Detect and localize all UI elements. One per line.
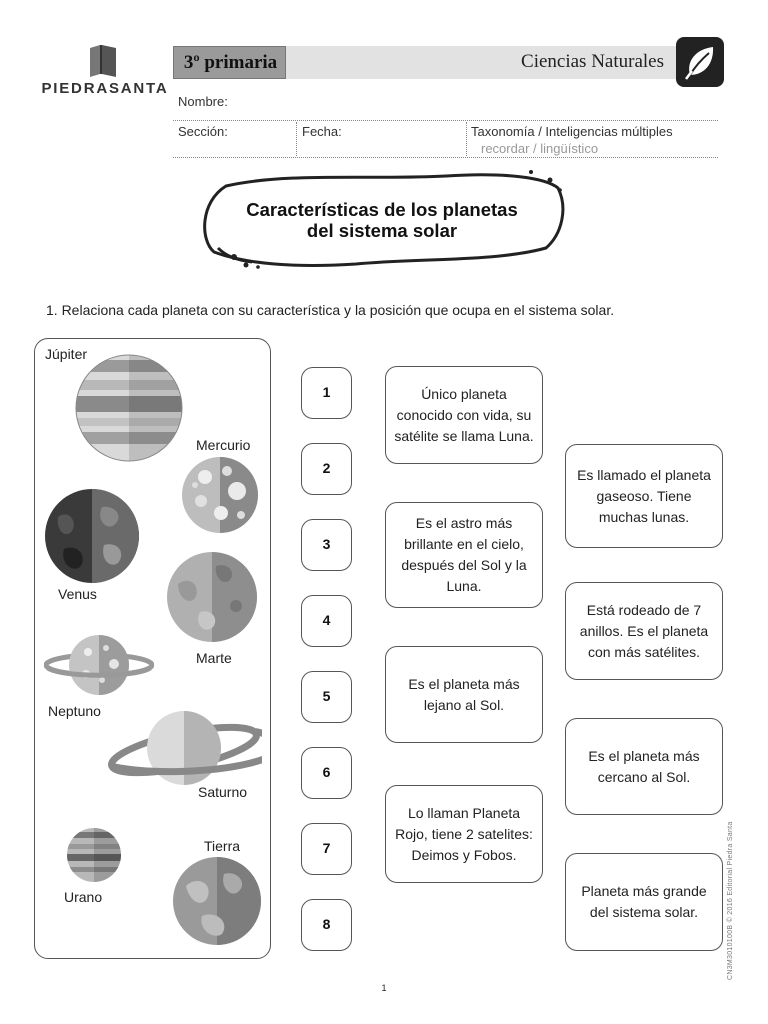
urano-planet (66, 826, 122, 884)
number-box-3[interactable]: 3 (301, 519, 352, 571)
mercurio-planet (181, 455, 259, 535)
brand-name: PIEDRASANTA (41, 80, 169, 97)
characteristic-box[interactable]: Es el planeta más lejano al Sol. (385, 646, 543, 743)
number-box-8[interactable]: 8 (301, 899, 352, 951)
characteristic-box[interactable]: Es el planeta más cercano al Sol. (565, 718, 723, 815)
grade-box (173, 46, 286, 79)
planet-label-urano: Urano (64, 889, 103, 905)
publisher-logo (40, 44, 170, 104)
number-box-2[interactable]: 2 (301, 443, 352, 495)
title-line-2: del sistema solar (306, 220, 458, 241)
characteristic-box[interactable]: Planeta más grande del sistema solar. (565, 853, 723, 951)
section-field-label: Sección: (178, 124, 228, 139)
page-number: 1 (381, 983, 387, 993)
number-box-1[interactable]: 1 (301, 367, 352, 419)
divider (173, 120, 718, 121)
instruction-text: 1. Relaciona cada planeta con su característica y la posición que ocupa en el sistema solar. (46, 302, 615, 318)
venus-planet (44, 487, 140, 585)
book-logo-icon (86, 44, 120, 78)
characteristic-box[interactable]: Es llamado el planeta gaseoso. Tiene muchas lunas. (565, 444, 723, 548)
title-line-1: Características de los planetas (246, 199, 518, 220)
characteristic-box[interactable]: Único planeta conocido con vida, su satélite se llama Luna. (385, 366, 543, 464)
taxonomy-label: Taxonomía / Inteligencias múltiples (471, 124, 673, 139)
planet-label-venus: Venus (58, 586, 97, 602)
subject-badge (676, 37, 724, 87)
grade-label: 3º primaria (183, 52, 278, 73)
taxonomy-values: recordar / lingüístico (481, 141, 599, 156)
planet-label-neptuno: Neptuno (48, 703, 101, 719)
planet-label-tierra: Tierra (204, 838, 241, 854)
number-box-7[interactable]: 7 (301, 823, 352, 875)
characteristic-box[interactable]: Es el astro más brillante en el cielo, después del Sol y la Luna. (385, 502, 543, 608)
characteristic-box[interactable]: Está rodeado de 7 anillos. Es el planeta con más satélites. (565, 582, 723, 680)
planet-label-marte: Marte (196, 650, 232, 666)
planet-label-saturno: Saturno (198, 784, 248, 800)
copyright-code: CN3M3010100B © 2016 Editorial Piedra Santa (727, 821, 734, 980)
jupiter-planet (74, 352, 184, 464)
planet-label-mercurio: Mercurio (196, 437, 251, 453)
divider (296, 122, 297, 156)
number-box-5[interactable]: 5 (301, 671, 352, 723)
divider (466, 122, 467, 156)
subject-title: Ciencias Naturales (521, 51, 664, 72)
neptuno-planet (44, 630, 154, 700)
name-field-label: Nombre: (178, 94, 228, 109)
saturno-planet (106, 706, 262, 790)
marte-planet (166, 550, 258, 644)
number-box-4[interactable]: 4 (301, 595, 352, 647)
worksheet-title (222, 199, 542, 241)
planet-label-jupiter: Júpiter (45, 346, 88, 362)
tierra-planet (172, 856, 262, 946)
divider (173, 157, 718, 158)
number-box-6[interactable]: 6 (301, 747, 352, 799)
leaf-icon (676, 37, 724, 87)
characteristic-box[interactable]: Lo llaman Planeta Rojo, tiene 2 satelites: Deimos y Fobos. (385, 785, 543, 883)
date-field-label: Fecha: (302, 124, 342, 139)
